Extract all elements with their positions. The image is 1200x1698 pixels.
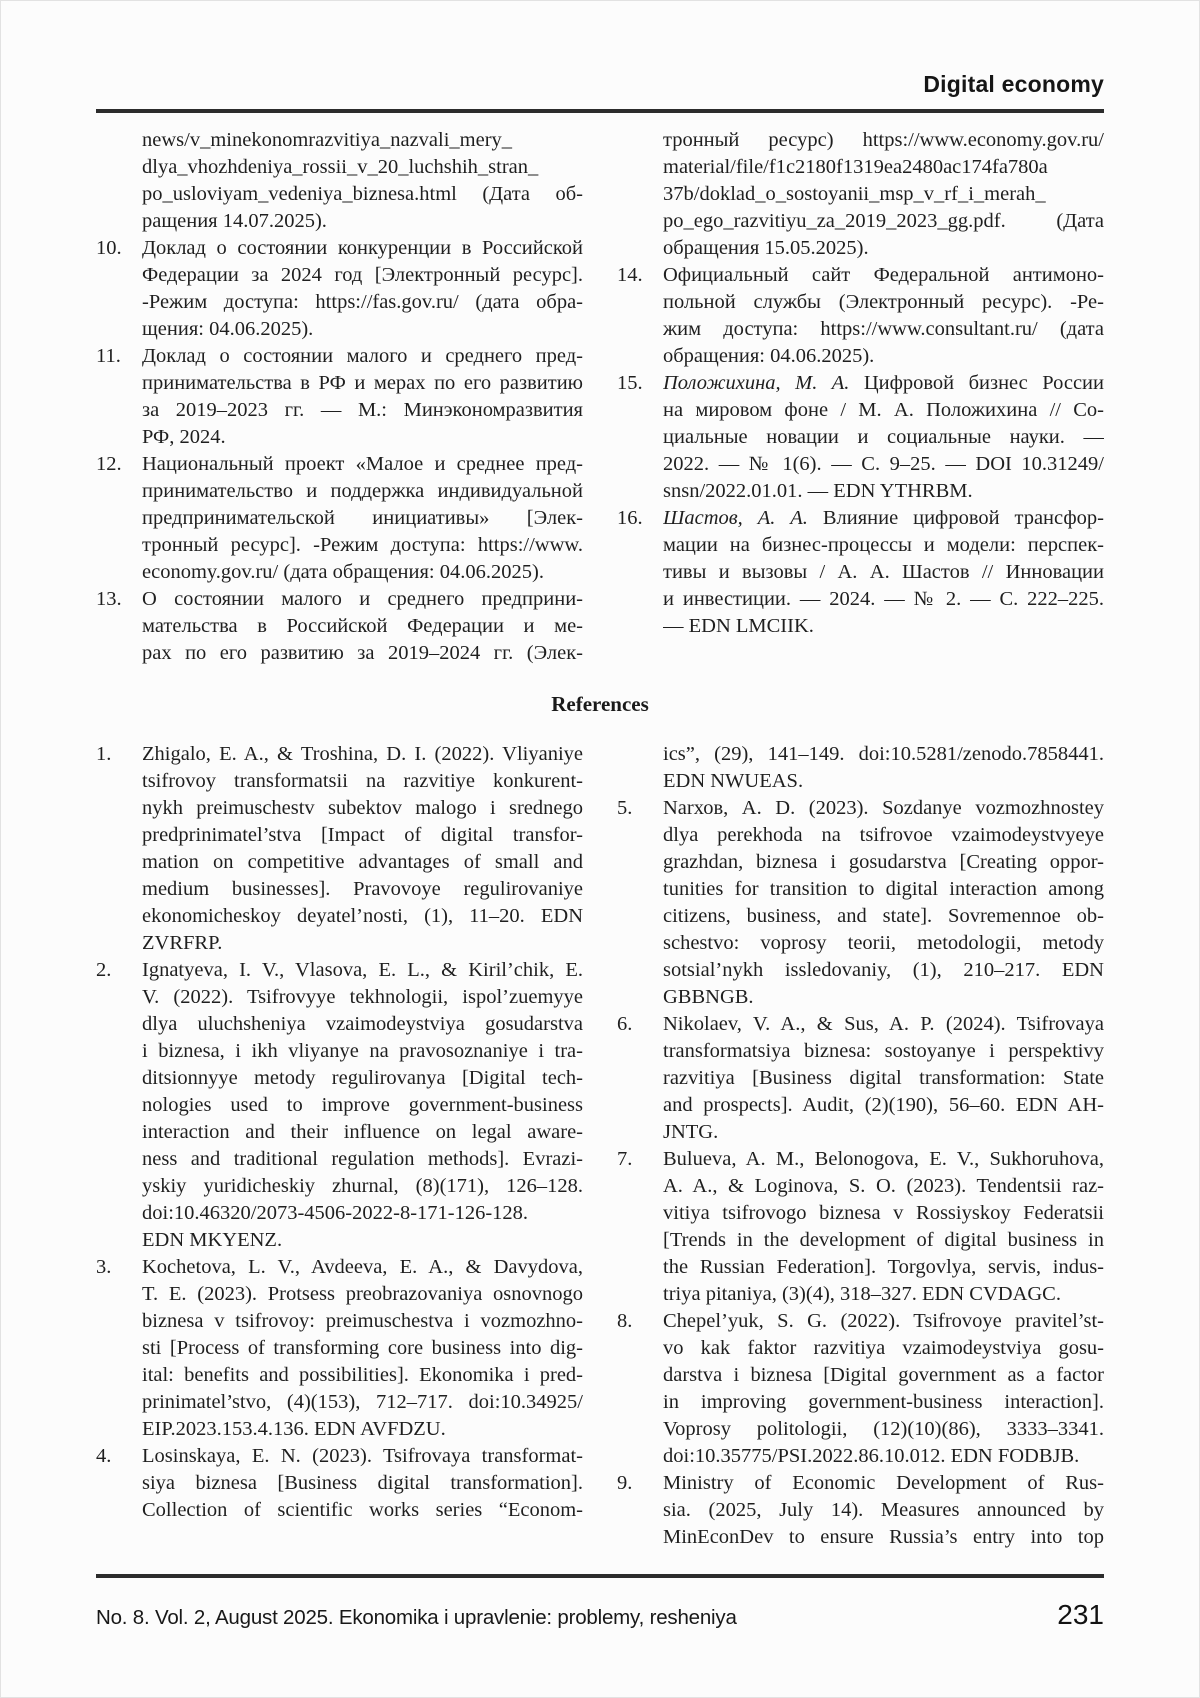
reference-number: 14. bbox=[617, 264, 643, 286]
reference-line: и инвестиции. — 2024. — № 2. — С. 222–225. bbox=[663, 588, 1104, 610]
reference-line: EDN NWUEAS. bbox=[663, 770, 804, 792]
reference-line: and prospects]. Audit, (2)(190), 56–60. EDN AH- bbox=[663, 1094, 1104, 1116]
russian-references-column-left bbox=[96, 127, 583, 667]
reference-line: prinimatel’stvo, (4)(153), 712–717. doi:10.34925/ bbox=[142, 1391, 583, 1413]
reference-line: EDN MKYENZ. bbox=[142, 1229, 283, 1251]
page-footer-area bbox=[96, 1574, 1104, 1631]
reference-line: Chepel’yuk, S. G. (2022). Tsifrovoye pravitel’st- bbox=[663, 1310, 1104, 1332]
reference-line: обращения: 04.06.2025). bbox=[663, 345, 875, 367]
reference-line: nologies used to improve government-business bbox=[142, 1094, 583, 1116]
reference-number: 8. bbox=[617, 1310, 633, 1332]
reference-line: T. E. (2023). Protsess preobrazovaniya osnovnogo bbox=[142, 1283, 583, 1305]
reference-line: циальные новации и социальные науки. — bbox=[663, 426, 1104, 448]
reference-line: EIP.2023.153.4.136. EDN AVFDZU. bbox=[142, 1418, 446, 1440]
reference-line: обращения 15.05.2025). bbox=[663, 237, 869, 259]
reference-item bbox=[96, 957, 583, 1254]
reference-author-italic: Шастов, А. А. bbox=[663, 507, 808, 529]
reference-line: schestvo: voprosy teorii, metodologii, metody bbox=[663, 932, 1104, 954]
reference-number: 5. bbox=[617, 797, 633, 819]
footer-rule bbox=[96, 1574, 1104, 1578]
reference-line: the Russian Federation]. Torgovlya, servis, indus- bbox=[663, 1256, 1104, 1278]
reference-number: 2. bbox=[96, 959, 112, 981]
running-head-section-title: Digital economy bbox=[923, 71, 1104, 97]
reference-line: Шастов, А. А. Влияние цифровой трансфор- bbox=[663, 507, 1104, 529]
reference-line: siya biznesa [Business digital transformation]. bbox=[142, 1472, 583, 1494]
reference-line: ness and traditional regulation methods]. Evrazi- bbox=[142, 1148, 583, 1170]
reference-line: рах по его развитию за 2019–2024 гг. (Элек- bbox=[142, 642, 583, 664]
reference-line: sti [Process of transforming core business into dig- bbox=[142, 1337, 583, 1359]
header-rule bbox=[96, 109, 1104, 113]
reference-item bbox=[96, 1254, 583, 1443]
reference-number: 12. bbox=[96, 453, 122, 475]
reference-line: Bulueva, A. M., Belonogova, E. V., Sukhoruhova, bbox=[663, 1148, 1104, 1170]
reference-line: ics”, (29), 141–149. doi:10.5281/zenodo.7858441. bbox=[663, 743, 1104, 765]
reference-line: ditsionnyye metody regulirovanya [Digital tech- bbox=[142, 1067, 583, 1089]
reference-line: dlya uluchsheniya vzaimodeystviya gosudarstva bbox=[142, 1013, 583, 1035]
reference-item bbox=[96, 741, 583, 957]
reference-line: vitiya tsifrovogo biznesa v Rossiyskoy Federatsii bbox=[663, 1202, 1104, 1224]
reference-number: 4. bbox=[96, 1445, 112, 1467]
reference-line: Положихина, М. А. Цифровой бизнес России bbox=[663, 372, 1104, 394]
reference-line: mation on competitive advantages of small and bbox=[142, 851, 583, 873]
reference-line: Narхов, A. D. (2023). Sozdanye vozmozhnostey bbox=[663, 797, 1104, 819]
reference-item bbox=[617, 795, 1104, 1011]
reference-number: 6. bbox=[617, 1013, 633, 1035]
page-footer bbox=[96, 1599, 1104, 1631]
reference-number: 13. bbox=[96, 588, 122, 610]
russian-references-column-right bbox=[617, 127, 1104, 667]
reference-number: 7. bbox=[617, 1148, 633, 1170]
reference-line: vo kak faktor razvitiya vzaimodeystviya gosu- bbox=[663, 1337, 1104, 1359]
reference-number: 11. bbox=[96, 345, 121, 367]
reference-line: [Trends in the development of digital business in bbox=[663, 1229, 1104, 1251]
reference-line: тивы и вызовы / А. А. Шастов // Инновации bbox=[663, 561, 1104, 583]
reference-line: doi:10.35775/PSI.2022.86.10.012. EDN FODBJB. bbox=[663, 1445, 1080, 1467]
reference-line: предпринимательской инициативы» [Элек- bbox=[142, 507, 583, 529]
reference-item bbox=[617, 1146, 1104, 1308]
reference-line: medium businesses]. Pravovoye regulirovaniye bbox=[142, 878, 583, 900]
reference-line: -Режим доступа: https://fas.gov.ru/ (дата обра- bbox=[142, 291, 583, 313]
reference-line: V. (2022). Tsifrovyye tekhnologii, ispol’zuemyye bbox=[142, 986, 583, 1008]
reference-line: тронный ресурс]. -Режим доступа: https://www. bbox=[142, 534, 583, 556]
reference-line: Losinskaya, E. N. (2023). Tsifrovaya transformat- bbox=[142, 1445, 583, 1467]
reference-line: MinEconDev to ensure Russia’s entry into top bbox=[663, 1526, 1104, 1548]
reference-line: dlya_vhozhdeniya_rossii_v_20_luchshih_stran_ bbox=[142, 156, 539, 178]
reference-line: po_usloviyam_vedeniya_biznesa.html (Дата об- bbox=[142, 183, 583, 205]
reference-line: news/v_minekonomrazvitiya_nazvali_mery_ bbox=[142, 129, 513, 151]
reference-line: Voprosy politologii, (12)(10)(86), 3333–3341. bbox=[663, 1418, 1104, 1440]
english-references-column-left bbox=[96, 741, 583, 1551]
reference-line: grazhdan, biznesa i gosudarstva [Creating oppor- bbox=[663, 851, 1104, 873]
reference-line: принимательство и поддержка индивидуальной bbox=[142, 480, 583, 502]
russian-references-section bbox=[96, 127, 1104, 667]
reference-line: yskiy yuridicheskiy zhurnal, (8)(171), 126–128. bbox=[142, 1175, 583, 1197]
reference-line: tunities for transition to digital interaction among bbox=[663, 878, 1104, 900]
footer-issue-info: No. 8. Vol. 2, August 2025. Ekonomika i upravlenie: problemy, resheniya bbox=[96, 1606, 737, 1629]
reference-line: doi:10.46320/2073-4506-2022-8-171-126-128. bbox=[142, 1202, 529, 1224]
reference-number: 15. bbox=[617, 372, 643, 394]
reference-line: 37b/doklad_o_sostoyanii_msp_v_rf_i_merah_ bbox=[663, 183, 1046, 205]
reference-line: РФ, 2024. bbox=[142, 426, 226, 448]
reference-line: economy.gov.ru/ (дата обращения: 04.06.2025). bbox=[142, 561, 544, 583]
reference-line: Официальный сайт Федеральной антимоно- bbox=[663, 264, 1104, 286]
reference-line: жим доступа: https://www.consultant.ru/ (дата bbox=[663, 318, 1104, 340]
reference-line: interaction and their influence on legal aware- bbox=[142, 1121, 583, 1143]
reference-item bbox=[617, 505, 1104, 640]
reference-line: transformatsiya biznesa: sostoyanye i perspektivy bbox=[663, 1040, 1104, 1062]
reference-line: Ignatyeva, I. V., Vlasova, E. L., & Kiril’chik, E. bbox=[142, 959, 583, 981]
page-content bbox=[96, 0, 1104, 1551]
reference-item bbox=[617, 741, 1104, 795]
references-heading: References bbox=[551, 692, 649, 716]
reference-item bbox=[96, 586, 583, 667]
reference-line: i biznesa, i ikh vliyanye na pravosoznaniye i tra- bbox=[142, 1040, 583, 1062]
reference-item bbox=[617, 1308, 1104, 1470]
reference-item bbox=[96, 1443, 583, 1524]
reference-line: за 2019–2023 гг. — М.: Минэкономразвития bbox=[142, 399, 583, 421]
reference-line: sia. (2025, July 14). Measures announced by bbox=[663, 1499, 1104, 1521]
reference-line: на мировом фоне / М. А. Положихина // Со- bbox=[663, 399, 1104, 421]
reference-line: material/file/f1c2180f1319ea2480ac174fa780a bbox=[663, 156, 1048, 178]
reference-line: Kochetova, L. V., Avdeeva, E. A., & Davydova, bbox=[142, 1256, 583, 1278]
reference-line: biznesa v tsifrovoy: preimuschestva i vozmozhno- bbox=[142, 1310, 583, 1332]
reference-line: snsn/2022.01.01. — EDN YTHRBM. bbox=[663, 480, 973, 502]
reference-line: ращения 14.07.2025). bbox=[142, 210, 327, 232]
reference-line: Национальный проект «Малое и среднее пред- bbox=[142, 453, 583, 475]
reference-line: щения: 04.06.2025). bbox=[142, 318, 314, 340]
reference-item bbox=[617, 370, 1104, 505]
reference-line: Доклад о состоянии конкуренции в Российской bbox=[142, 237, 583, 259]
reference-item bbox=[96, 127, 583, 235]
reference-item bbox=[617, 1011, 1104, 1146]
reference-number: 3. bbox=[96, 1256, 112, 1278]
reference-line: польной службы (Электронный ресурс). -Ре- bbox=[663, 291, 1104, 313]
english-references-section bbox=[96, 741, 1104, 1551]
reference-number: 10. bbox=[96, 237, 122, 259]
reference-line: Ministry of Economic Development of Rus- bbox=[663, 1472, 1104, 1494]
reference-number: 9. bbox=[617, 1472, 633, 1494]
reference-line: Доклад о состоянии малого и среднего пред- bbox=[142, 345, 583, 367]
reference-line: Zhigalo, E. A., & Troshina, D. I. (2022). Vliyaniye bbox=[142, 743, 583, 765]
reference-item bbox=[96, 235, 583, 343]
reference-line: dlya perekhoda na tsifrovoe vzaimodeystvyeye bbox=[663, 824, 1104, 846]
reference-item bbox=[617, 1470, 1104, 1551]
reference-line: triya pitaniya, (3)(4), 318–327. EDN CVDAGC. bbox=[663, 1283, 1061, 1305]
reference-number: 1. bbox=[96, 743, 112, 765]
english-references-column-right bbox=[617, 741, 1104, 1551]
reference-line: Collection of scientific works series “Econom- bbox=[142, 1499, 583, 1521]
reference-line: Федерации за 2024 год [Электронный ресурс]. bbox=[142, 264, 583, 286]
reference-line: Nikolaev, V. A., & Sus, A. P. (2024). Tsifrovaya bbox=[663, 1013, 1104, 1035]
reference-line: принимательства в РФ и мерах по его развитию bbox=[142, 372, 583, 394]
reference-line: razvitiya [Business digital transformation: State bbox=[663, 1067, 1104, 1089]
reference-line: мации на бизнес-процессы и модели: перспек- bbox=[663, 534, 1104, 556]
reference-line: po_ego_razvitiyu_za_2019_2023_gg.pdf. (Дата bbox=[663, 210, 1104, 232]
reference-line: О состоянии малого и среднего предприни- bbox=[142, 588, 583, 610]
reference-line: 2022. — № 1(6). — С. 9–25. — DOI 10.31249/ bbox=[663, 453, 1104, 475]
reference-line: darstva i biznesa [Digital government as a factor bbox=[663, 1364, 1104, 1386]
reference-line: ekonomicheskoy deyatel’nosti, (1), 11–20. EDN bbox=[142, 905, 583, 927]
reference-line: citizens, business, and state]. Sovremennoe ob- bbox=[663, 905, 1104, 927]
reference-line: ital: benefits and possibilities]. Ekonomika i pred- bbox=[142, 1364, 583, 1386]
reference-line: A. A., & Loginova, S. O. (2023). Tendentsii raz- bbox=[663, 1175, 1104, 1197]
reference-author-italic: Положихина, М. А. bbox=[663, 372, 850, 394]
reference-line: GBBNGB. bbox=[663, 986, 754, 1008]
reference-item bbox=[96, 343, 583, 451]
reference-line: — EDN LMCIIK. bbox=[663, 615, 814, 637]
reference-line: тронный ресурс) https://www.economy.gov.ru/ bbox=[663, 129, 1104, 151]
reference-line: ZVRFRP. bbox=[142, 932, 223, 954]
reference-item bbox=[617, 127, 1104, 262]
reference-item bbox=[96, 451, 583, 586]
reference-line: in improving government-business interaction]. bbox=[663, 1391, 1104, 1413]
reference-number: 16. bbox=[617, 507, 643, 529]
reference-line: мательства в Российской Федерации и ме- bbox=[142, 615, 583, 637]
reference-line: nykh preimuschestv subektov malogo i srednego bbox=[142, 797, 583, 819]
reference-line: predprinimatel’stva [Impact of digital transfor- bbox=[142, 824, 583, 846]
page-number: 231 bbox=[1057, 1599, 1104, 1630]
reference-line: sotsial’nykh issledovaniy, (1), 210–217. EDN bbox=[663, 959, 1104, 981]
reference-line: tsifrovoy transformatsii na razvitiye konkurent- bbox=[142, 770, 583, 792]
reference-item bbox=[617, 262, 1104, 370]
reference-line: JNTG. bbox=[663, 1121, 719, 1143]
